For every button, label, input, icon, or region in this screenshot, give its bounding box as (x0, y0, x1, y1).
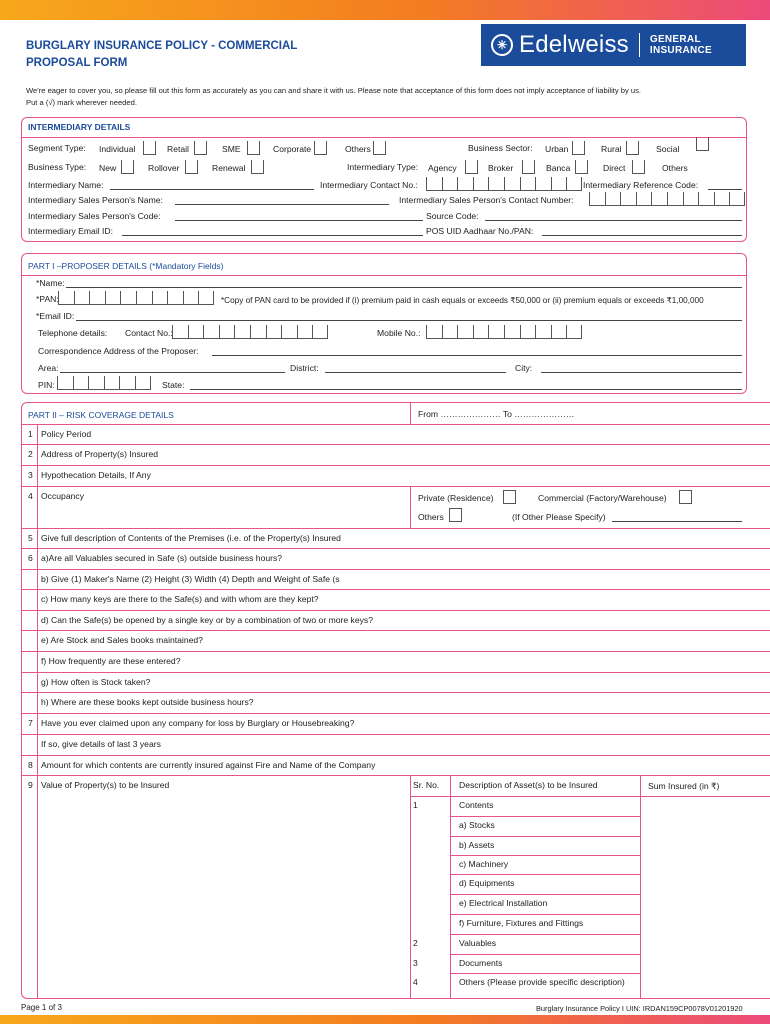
intermediary-email-field[interactable] (122, 235, 423, 236)
intermediary-contact-label: Intermediary Contact No.: (320, 180, 418, 190)
value-row-divider (450, 934, 640, 935)
ref-code-label: Intermediary Reference Code: (583, 180, 699, 190)
risk-row-question: Hypothecation Details, If Any (41, 470, 151, 480)
occ-others-label: Others (418, 512, 444, 522)
address-field[interactable] (212, 355, 742, 356)
area-field[interactable] (60, 372, 285, 373)
city-field[interactable] (541, 372, 742, 373)
risk-row-question: Value of Property(s) to be Insured (41, 780, 170, 790)
pos-uid-field[interactable] (542, 235, 742, 236)
intermediary-contact-cells[interactable] (426, 177, 582, 191)
individual-label: Individual (99, 144, 136, 154)
social-label: Social (656, 144, 680, 154)
risk-row-question: Have you ever claimed upon any company for loss by Burglary or Housebreaking? (41, 718, 355, 728)
risk-row-divider (22, 465, 770, 466)
rollover-checkbox[interactable] (185, 160, 198, 174)
state-label: State: (162, 380, 185, 390)
value-description: e) Electrical Installation (459, 898, 548, 908)
risk-row-question: a)Are all Valuables secured in Safe (s) outside business hours? (41, 553, 283, 563)
risk-row-question: Policy Period (41, 429, 92, 439)
agency-checkbox[interactable] (465, 160, 478, 174)
value-row-divider (450, 894, 640, 895)
mobile-label: Mobile No.: (377, 328, 421, 338)
value-header-divider (410, 796, 770, 797)
proposer-contact-label: Contact No.: (125, 328, 173, 338)
intermediary-type-label: Intermediary Type: (347, 162, 419, 172)
risk-row-question: If so, give details of last 3 years (41, 739, 161, 749)
rural-label: Rural (601, 144, 622, 154)
edelweiss-mark-icon: ✳ (491, 34, 513, 56)
social-checkbox[interactable] (696, 137, 709, 151)
value-row-divider (450, 816, 640, 817)
value-sr-number: 1 (413, 800, 418, 810)
value-sr-number: 4 (413, 977, 418, 987)
policy-period-range[interactable]: From ………………… To ………………… (418, 409, 575, 419)
value-description: Valuables (459, 938, 497, 948)
banca-checkbox[interactable] (575, 160, 588, 174)
page-number: Page 1 of 3 (21, 1003, 62, 1012)
segment-type-label: Segment Type: (28, 143, 86, 153)
logo-tag-line2: INSURANCE (649, 45, 713, 56)
value-sr-number: 2 (413, 938, 418, 948)
value-description: b) Assets (459, 840, 495, 850)
pin-label: PIN: (38, 380, 55, 390)
risk-row-number: 9 (28, 780, 33, 790)
proposer-name-field[interactable] (66, 287, 742, 288)
occ-private-checkbox[interactable] (503, 490, 516, 504)
agency-label: Agency (428, 163, 457, 173)
proposer-email-label: *Email ID: (36, 311, 75, 321)
risk-row-number: 1 (28, 429, 33, 439)
retail-checkbox[interactable] (194, 141, 207, 155)
bottom-gradient-bar (0, 1015, 770, 1024)
risk-row-question: c) How many keys are there to the Safe(s) and with whom are they kept? (41, 594, 319, 604)
others2-label: Others (662, 163, 688, 173)
value-row-divider (450, 874, 640, 875)
sales-contact-label: Intermediary Sales Person's Contact Number: (399, 195, 574, 205)
value-row-divider (450, 836, 640, 837)
risk-row-divider (22, 692, 770, 693)
risk-row-divider (22, 486, 770, 487)
intermediary-heading: INTERMEDIARY DETAILS (28, 122, 131, 132)
logo-brand-text: Edelweiss (519, 31, 629, 58)
pan-label: *PAN: (36, 294, 59, 304)
val-sr-header: Sr. No. (413, 780, 440, 790)
risk-row-number: 5 (28, 533, 33, 543)
pan-cells[interactable] (58, 291, 214, 305)
sales-contact-cells[interactable] (589, 192, 745, 206)
urban-checkbox[interactable] (572, 141, 585, 155)
source-code-field[interactable] (485, 220, 742, 221)
risk-heading: PART II – RISK COVERAGE DETAILS (28, 410, 174, 420)
proposer-name-label: *Name: (36, 278, 65, 288)
intermediary-name-field[interactable] (110, 189, 314, 190)
rural-checkbox[interactable] (626, 141, 639, 155)
address-label: Correspondence Address of the Proposer: (38, 346, 199, 356)
state-field[interactable] (190, 389, 742, 390)
risk-row-divider (22, 630, 770, 631)
risk-row-question: d) Can the Safe(s) be opened by a single key or by a combination of two or more keys? (41, 615, 373, 625)
sales-person-name-label: Intermediary Sales Person's Name: (28, 195, 163, 205)
risk-row-divider (22, 444, 770, 445)
risk-row-divider (22, 651, 770, 652)
area-label: Area: (38, 363, 59, 373)
occ-specify-label: (If Other Please Specify) (512, 512, 606, 522)
value-description: Contents (459, 800, 494, 810)
direct-label: Direct (603, 163, 626, 173)
risk-row-question: e) Are Stock and Sales books maintained? (41, 635, 203, 645)
proposer-email-field[interactable] (76, 320, 742, 321)
direct-checkbox[interactable] (632, 160, 645, 174)
occ-private-label: Private (Residence) (418, 493, 494, 503)
occ-others-checkbox[interactable] (449, 508, 462, 522)
urban-label: Urban (545, 144, 569, 154)
risk-row-question: b) Give (1) Maker's Name (2) Height (3) Width (4) Depth and Weight of Safe (s (41, 574, 340, 584)
intro-text: We're eager to cover you, so please fill out this form as accurately as you can and share it with us. Please note that acceptance of this form does not imply acceptance of liability by us. Put a (√) mark wherever needed. (26, 86, 642, 107)
occ-specify-field[interactable] (612, 521, 742, 522)
business-sector-label: Business Sector: (468, 143, 533, 153)
risk-row-question: h) Where are these books kept outside business hours? (41, 697, 254, 707)
logo-tag-line1: GENERAL (649, 34, 701, 45)
value-description: d) Equipments (459, 878, 515, 888)
others-checkbox[interactable] (373, 141, 386, 155)
risk-row-divider (22, 589, 770, 590)
risk-row-number: 6 (28, 553, 33, 563)
risk-row-divider (22, 548, 770, 549)
sales-code-field[interactable] (175, 220, 423, 221)
risk-row-question: Occupancy (41, 491, 84, 501)
value-row-divider (450, 973, 640, 974)
renewal-checkbox[interactable] (251, 160, 264, 174)
broker-checkbox[interactable] (522, 160, 535, 174)
retail-label: Retail (167, 144, 189, 154)
intermediary-email-label: Intermediary Email ID: (28, 226, 114, 236)
risk-row-question: Give full description of Contents of the Premises (i.e. of the Property(s) Insured (41, 533, 341, 543)
risk-row-number: 3 (28, 470, 33, 480)
risk-row-divider (22, 755, 770, 756)
telephone-label: Telephone details: (38, 328, 108, 338)
banca-label: Banca (546, 163, 571, 173)
business-type-label: Business Type: (28, 162, 87, 172)
form-title: BURGLARY INSURANCE POLICY - COMMERCIAL PROPOSAL FORM (26, 40, 298, 69)
risk-row-number: 2 (28, 449, 33, 459)
risk-row-divider (22, 610, 770, 611)
pin-cells[interactable] (57, 376, 151, 390)
risk-row-number: 4 (28, 491, 33, 501)
sales-code-label: Intermediary Sales Person's Code: (28, 211, 161, 221)
city-label: City: (515, 363, 533, 373)
intermediary-name-label: Intermediary Name: (28, 180, 104, 190)
risk-row-divider (22, 528, 770, 529)
occ-commercial-checkbox[interactable] (679, 490, 692, 504)
value-description: f) Furniture, Fixtures and Fittings (459, 918, 584, 928)
new-checkbox[interactable] (121, 160, 134, 174)
proposer-heading: PART I –PROPOSER DETAILS (*Mandatory Fields) (28, 261, 224, 271)
risk-row-divider (22, 734, 770, 735)
val-desc-header: Description of Asset(s) to be Insured (459, 780, 598, 790)
edelweiss-logo (481, 24, 746, 66)
individual-checkbox[interactable] (143, 141, 156, 155)
mobile-cells[interactable] (426, 325, 582, 339)
renewal-label: Renewal (212, 163, 246, 173)
value-row-divider (450, 954, 640, 955)
corporate-checkbox[interactable] (314, 141, 327, 155)
value-description: a) Stocks (459, 820, 495, 830)
risk-row-divider (22, 713, 770, 714)
risk-row-divider (22, 775, 770, 776)
pos-uid-label: POS UID Aadhaar No./PAN: (426, 226, 534, 236)
pan-note: *Copy of PAN card to be provided if (i) premium paid in cash equals or exceeds ₹50,000 or (ii) premium equals or exceeds ₹1,00,000 (221, 296, 704, 305)
district-label: District: (290, 363, 319, 373)
source-code-label: Source Code: (426, 211, 479, 221)
risk-row-divider (22, 424, 770, 425)
risk-row-question: g) How often is Stock taken? (41, 677, 151, 687)
value-row-divider (450, 914, 640, 915)
risk-row-question: f) How frequently are these entered? (41, 656, 181, 666)
value-sr-number: 3 (413, 958, 418, 968)
risk-row-number: 8 (28, 760, 33, 770)
others-label: Others (345, 144, 371, 154)
value-description: c) Machinery (459, 859, 509, 869)
rollover-label: Rollover (148, 163, 180, 173)
corporate-label: Corporate (273, 144, 312, 154)
risk-row-question: Address of Property(s) Insured (41, 449, 159, 459)
proposer-contact-cells[interactable] (172, 325, 328, 339)
policy-uin: Burglary Insurance Policy I UIN: IRDAN159CP0078V01201920 (536, 1004, 743, 1013)
top-gradient-bar (0, 0, 770, 20)
risk-row-divider (22, 569, 770, 570)
occ-commercial-label: Commercial (Factory/Warehouse) (538, 493, 667, 503)
val-sum-header: Sum Insured (in ₹) (648, 781, 720, 791)
sales-person-name-field[interactable] (175, 204, 389, 205)
ref-code-field[interactable] (708, 189, 742, 190)
district-field[interactable] (325, 372, 506, 373)
value-description: Others (Please provide specific description) (459, 977, 625, 987)
sme-label: SME (222, 144, 241, 154)
sme-checkbox[interactable] (247, 141, 260, 155)
broker-label: Broker (488, 163, 514, 173)
new-label: New (99, 163, 117, 173)
risk-row-question: Amount for which contents are currently insured against Fire and Name of the Company (41, 760, 376, 770)
value-row-divider (450, 855, 640, 856)
risk-row-number: 7 (28, 718, 33, 728)
value-description: Documents (459, 958, 503, 968)
risk-row-divider (22, 672, 770, 673)
